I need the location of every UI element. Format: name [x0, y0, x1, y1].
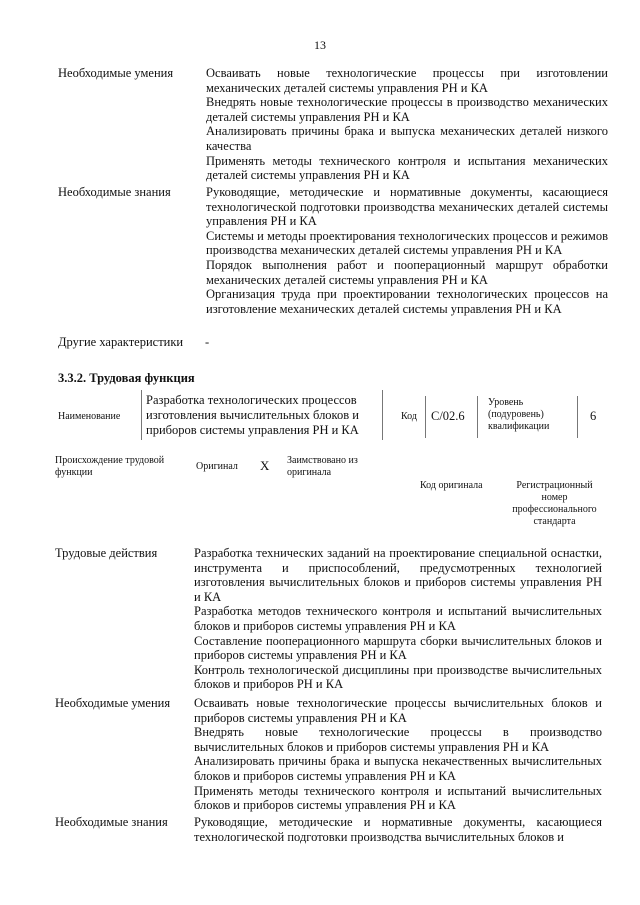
actions-list: [194, 546, 602, 692]
action-item: Составление пооперационного маршрута сборки вычислительных блоков и приборов системы управления РН и КА: [194, 633, 602, 663]
level-divider: [577, 396, 578, 438]
skills-list-2: [194, 696, 602, 813]
skill-item: Внедрять новые технологические процессы в производство вычислительных блоков и приборов системы управления РН и КА: [194, 725, 602, 754]
knowledge-item: Руководящие, методические и нормативные документы, касающиеся технологической подготовки производства вычислительных блоков и: [194, 815, 602, 844]
page-number: 13: [314, 38, 326, 52]
action-item: Разработка методов технического контроля и испытаний вычислительных блоков и приборов системы управления РН и КА: [194, 604, 602, 633]
knowledge-item: Организация труда при проектировании технологических процессов на изготовление механических деталей системы управления РН и КА: [206, 287, 608, 316]
borrowed-label: Заимствовано из оригинала: [287, 455, 358, 478]
label-skills-2: Необходимые умения: [55, 696, 171, 710]
code-value: C/02.6: [431, 409, 465, 423]
knowledge-list-1: [206, 185, 608, 316]
skill-item: Анализировать причины брака и выпуска механических деталей низкого качества: [206, 124, 608, 153]
other-value: -: [205, 335, 210, 349]
section-title: 3.3.2. Трудовая функция: [58, 371, 195, 385]
name-label: Наименование: [58, 411, 121, 422]
skill-item: Внедрять новые технологические процессы в производство механических деталей системы управления РН и КА: [206, 95, 608, 124]
code-divider-left: [425, 396, 426, 438]
knowledge-item: Системы и методы проектирования технологических процессов и режимов производства механических деталей системы управления РН и КА: [206, 228, 608, 258]
label-knowledge-1: Необходимые знания: [58, 185, 171, 199]
skill-item: Осваивать новые технологические процессы вычислительных блоков и приборов системы управления РН и КА: [194, 696, 602, 725]
action-item: Контроль технологической дисциплины при производстве вычислительных блоков и приборов РН и КА: [194, 662, 602, 692]
knowledge-item: Порядок выполнения работ и пооперационный маршрут обработки механических деталей системы управления РН и КА: [206, 257, 608, 287]
knowledge-item: Руководящие, методические и нормативные документы, касающиеся технологической подготовки производства механических деталей системы управления РН и КА: [206, 185, 608, 229]
name-divider-right: [382, 390, 383, 440]
name-value: Разработка технологических процессов изготовления вычислительных блоков и приборов системы управления РН и КА: [146, 393, 359, 437]
knowledge-list-2: [194, 815, 602, 844]
skill-item: Применять методы технического контроля и испытания механических деталей системы управления РН и КА: [206, 153, 608, 183]
skill-item: Применять методы технического контроля и испытаний вычислительных блоков и приборов системы управления РН и КА: [194, 783, 602, 813]
origin-label: Происхождение трудовой функции: [55, 455, 165, 478]
skill-item: Осваивать новые технологические процессы при изготовлении механических деталей системы управления РН и КА: [206, 66, 608, 95]
reg-number-label: Регистрационный номер профессионального стандарта: [512, 480, 597, 527]
skill-item: Анализировать причины брака и выпуска некачественных вычислительных блоков и приборов системы управления РН и КА: [194, 754, 602, 783]
label-actions: Трудовые действия: [55, 546, 158, 560]
skills-list-1: [206, 66, 608, 183]
label-other: Другие характеристики: [58, 335, 184, 349]
original-mark: X: [260, 458, 270, 473]
level-label: Уровень (подуровень) квалификации: [488, 397, 550, 432]
label-knowledge-2: Необходимые знания: [55, 815, 168, 829]
code-divider-right: [477, 396, 478, 438]
code-label: Код: [401, 411, 417, 422]
label-skills-1: Необходимые умения: [58, 66, 174, 80]
name-divider-left: [141, 390, 142, 440]
code-original-label: Код оригинала: [420, 480, 483, 491]
action-item: Разработка технических заданий на проектирование специальной оснастки, инструмента и приспособлений, предусмотренных технологией изготовления вычислительных блоков и приборов системы управления РН и КА: [194, 546, 602, 604]
level-value: 6: [590, 409, 597, 423]
original-label: Оригинал: [196, 461, 238, 472]
